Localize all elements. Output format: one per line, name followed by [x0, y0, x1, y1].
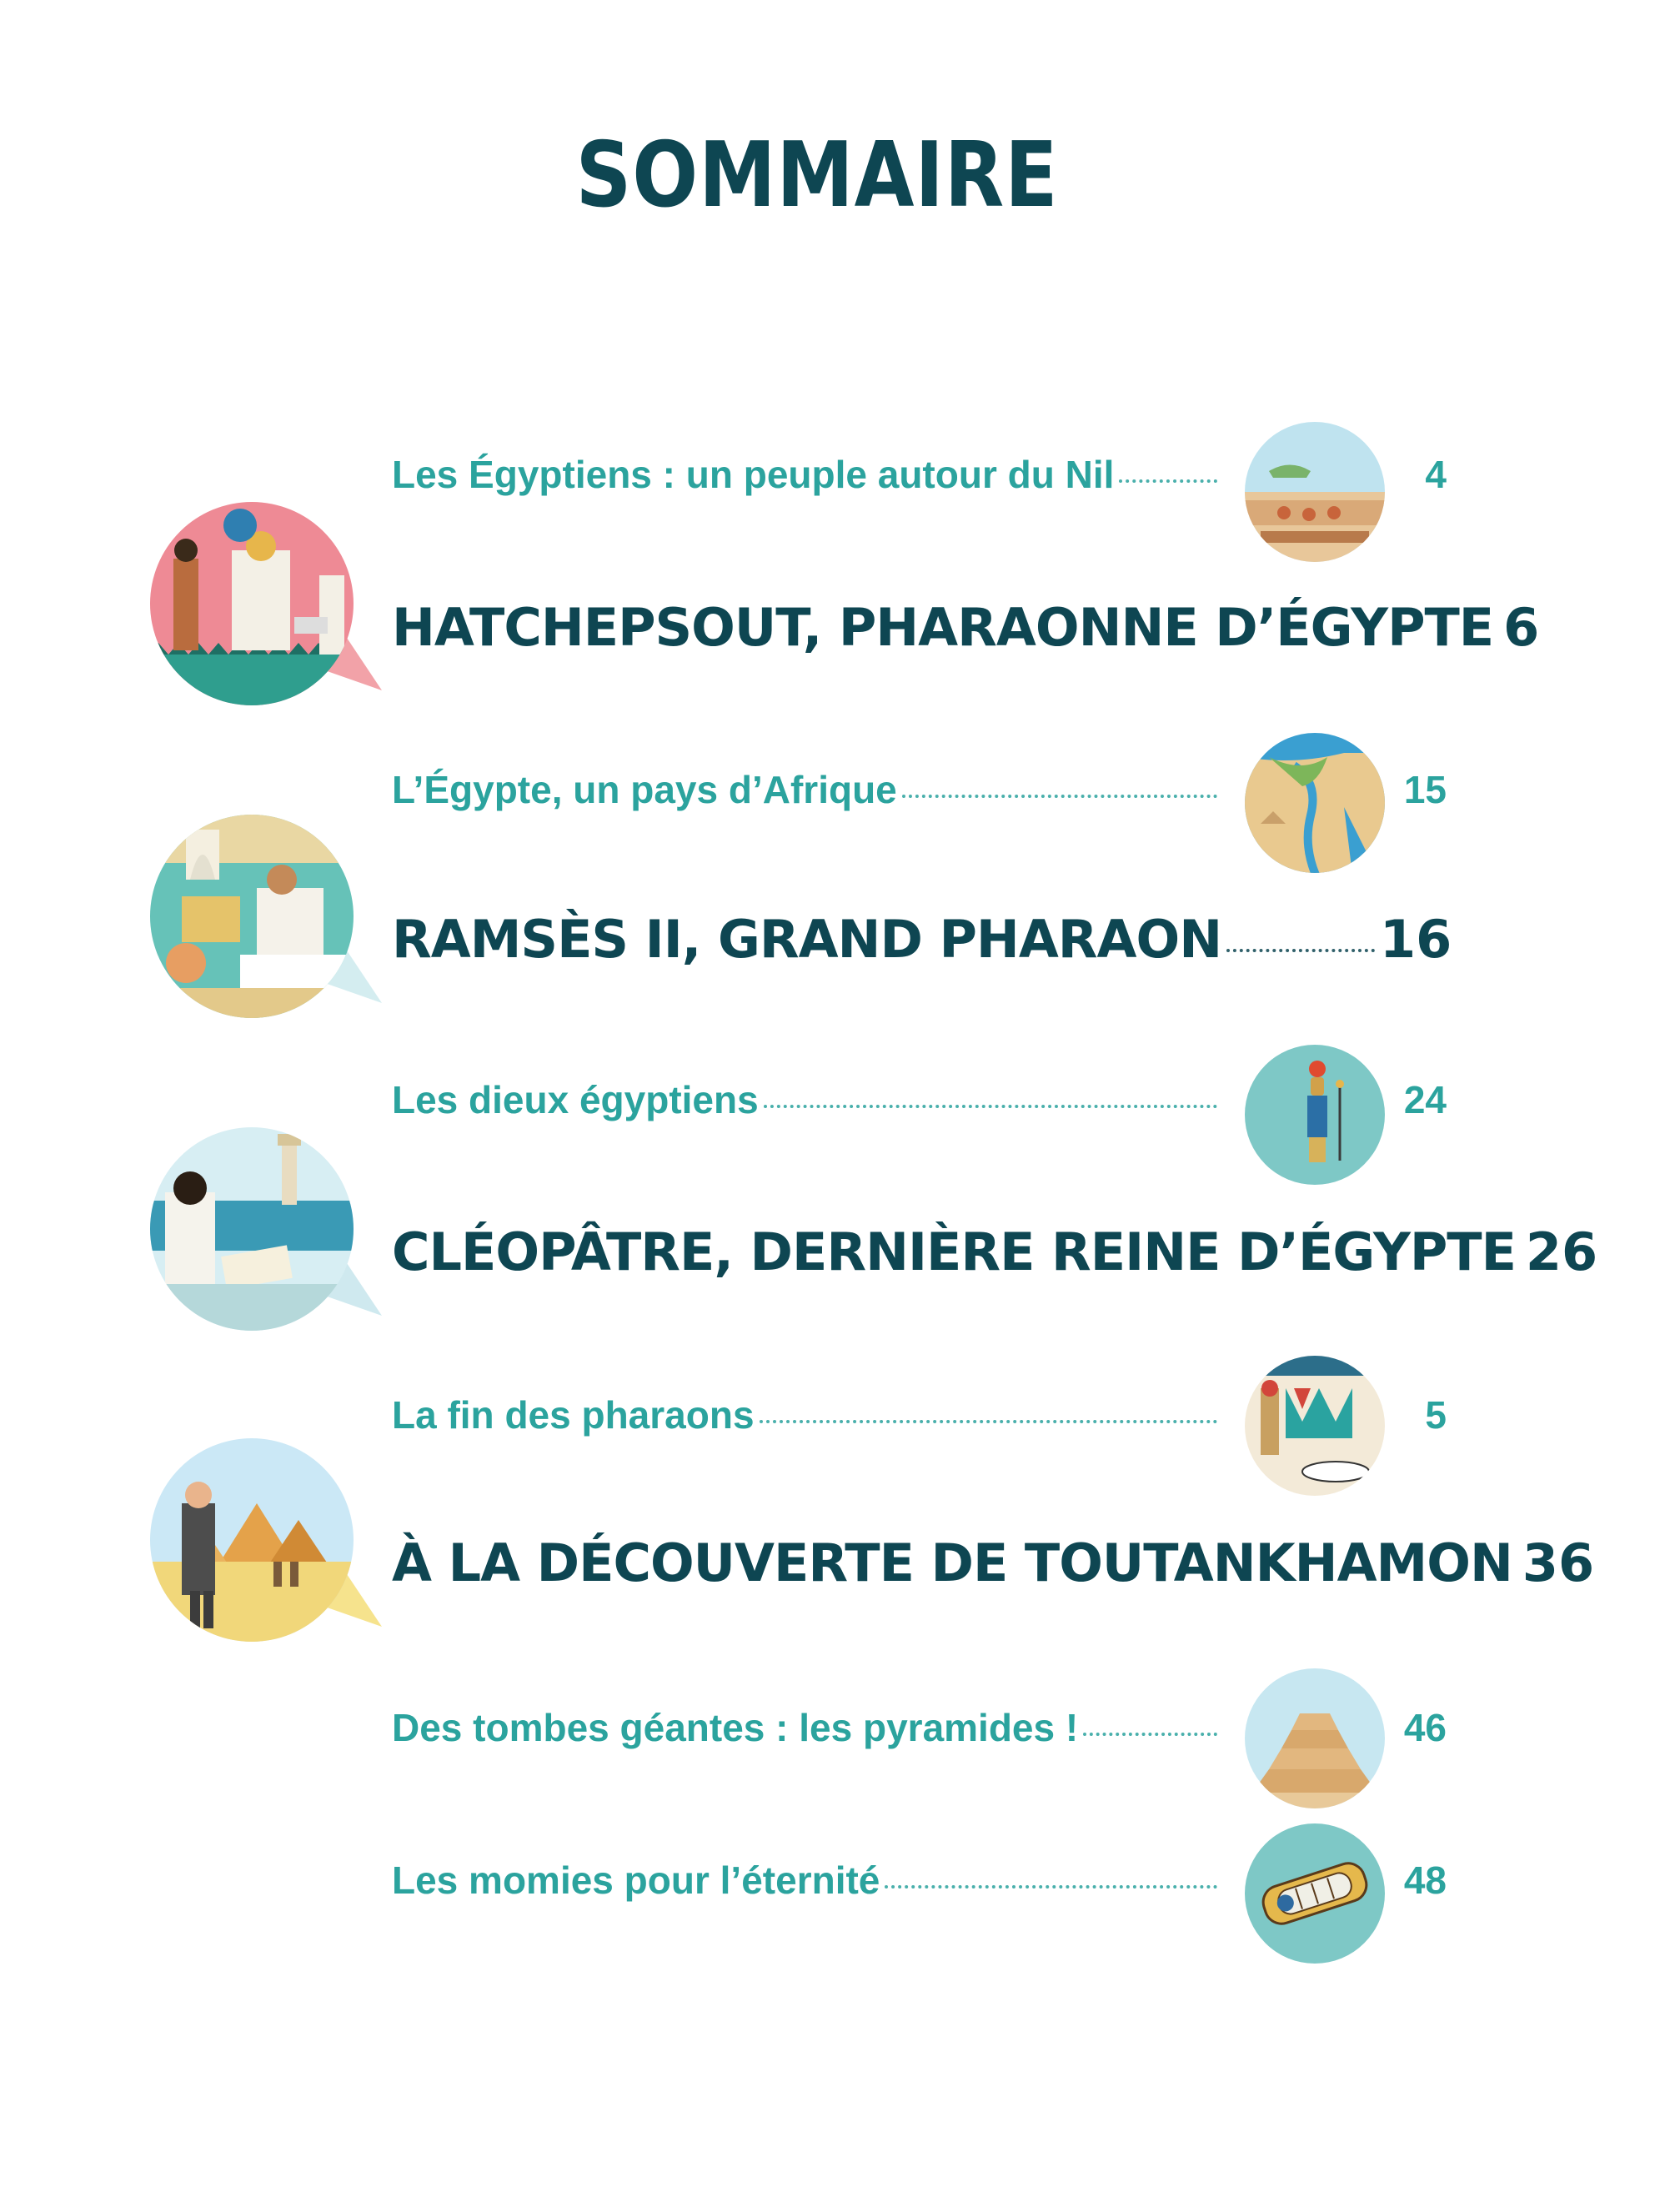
toc-label: HATCHEPSOUT, PHARAONNE D’ÉGYPTE [392, 597, 1494, 658]
explorer-pyramids-icon [148, 1437, 392, 1645]
toc-entry-toutankhamon[interactable] [392, 1532, 1595, 1593]
nile-boat-icon [1244, 421, 1386, 563]
toc-page-number: 5 [1425, 1393, 1447, 1437]
toc-label: L’Égypte, un pays d’Afrique [392, 768, 897, 811]
god-figure-icon [1244, 1044, 1386, 1186]
toc-label: Des tombes géantes : les pyramides ! [392, 1706, 1079, 1749]
toc-page-number: 16 [1380, 909, 1452, 970]
dot-leader [764, 1105, 1217, 1108]
toc-label: CLÉOPÂTRE, DERNIÈRE REINE D’ÉGYPTE [392, 1221, 1516, 1282]
temple-columns-icon [1244, 1355, 1386, 1497]
toc-entry-ramses[interactable] [392, 909, 1452, 970]
dot-leader [1083, 1733, 1217, 1736]
toc-label: La fin des pharaons [392, 1393, 755, 1437]
toc-page-number: 36 [1522, 1532, 1595, 1593]
mummy-sarcophagus-icon [1244, 1823, 1386, 1964]
toc-page-number: 4 [1425, 453, 1447, 496]
dot-leader [902, 795, 1217, 798]
toc-page-number: 26 [1525, 1221, 1598, 1282]
toc-page-number: 46 [1403, 1706, 1447, 1749]
toc-entry-cleopatre[interactable] [392, 1221, 1598, 1282]
dot-leader [1119, 479, 1217, 483]
toc-label: Les dieux égyptiens [392, 1078, 759, 1121]
dot-leader [1226, 949, 1375, 952]
toc-page-number: 48 [1403, 1858, 1447, 1902]
scribe-falcon-icon [148, 813, 392, 1021]
toc-label: À LA DÉCOUVERTE DE TOUTANKHAMON [392, 1532, 1512, 1593]
toc-page-number: 24 [1403, 1078, 1447, 1121]
toc-label: Les Égyptiens : un peuple autour du Nil [392, 453, 1115, 496]
page-title: SOMMAIRE [575, 123, 1059, 228]
toc-label: RAMSÈS II, GRAND PHARAON [392, 909, 1222, 970]
hatchepsout-throne-icon [148, 500, 392, 709]
toc-label: Les momies pour l’éternité [392, 1858, 880, 1902]
dot-leader [885, 1885, 1217, 1889]
dot-leader [760, 1420, 1217, 1423]
step-pyramid-icon [1244, 1668, 1386, 1809]
cleopatra-lighthouse-icon [148, 1126, 392, 1334]
toc-page-number: 15 [1403, 768, 1447, 811]
toc-entry-hatchepsout[interactable] [392, 597, 1540, 658]
africa-map-icon [1244, 732, 1386, 874]
toc-page-number: 6 [1503, 597, 1540, 658]
